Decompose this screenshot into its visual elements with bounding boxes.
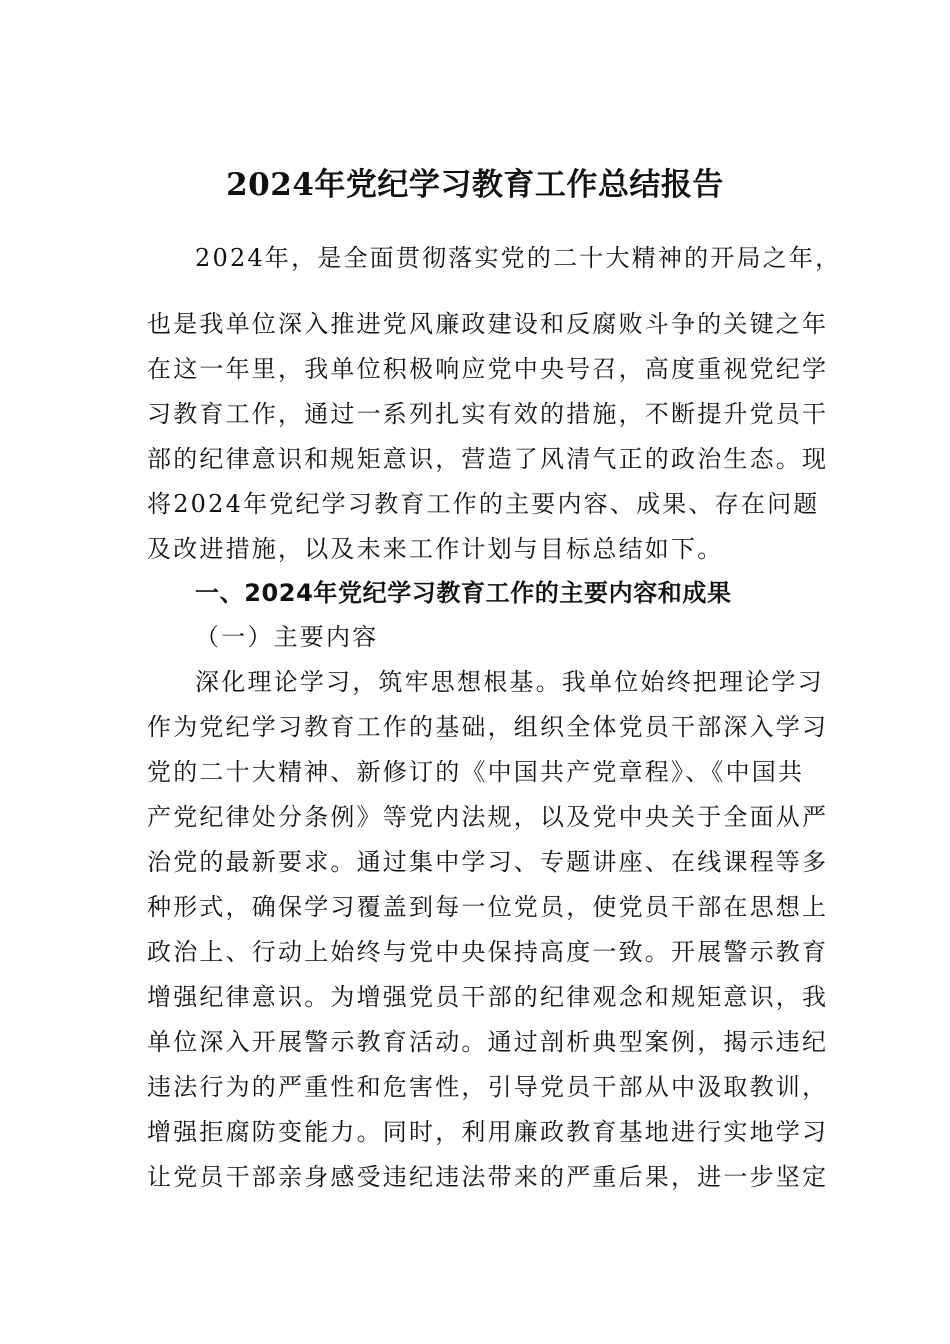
paragraph-line: 习教育工作，通过一系列扎实有效的措施，不断提升党员干 [147,400,829,428]
paragraph-line: 违法行为的严重性和危害性，引导党员干部从中汲取教训， [147,1073,829,1101]
paragraph-line: 将2024年党纪学习教育工作的主要内容、成果、存在问题 [147,490,820,518]
paragraph-line: 产党纪律处分条例》等党内法规，以及党中央关于全面从严 [147,803,829,831]
paragraph-line: 种形式，确保学习覆盖到每一位党员，使党员干部在思想上 [147,893,829,921]
paragraph-line: 增强纪律意识。为增强党员干部的纪律观念和规矩意识，我 [147,983,829,1011]
paragraph-line: 及改进措施，以及未来工作计划与目标总结如下。 [147,535,724,563]
paragraph-line: 党的二十大精神、新修订的《中国共产党章程》、《中国共 [147,758,805,786]
paragraph-line: 部的纪律意识和规矩意识，营造了风清气正的政治生态。现 [147,445,829,473]
paragraph-line: 增强拒腐防变能力。同时，利用廉政教育基地进行实地学习 [147,1118,829,1146]
paragraph-line: 也是我单位深入推进党风廉政建设和反腐败斗争的关键之年 [147,310,829,338]
paragraph-line: 2024年，是全面贯彻落实党的二十大精神的开局之年， [195,244,842,272]
paragraph-line: 作为党纪学习教育工作的基础，组织全体党员干部深入学习 [147,713,829,741]
paragraph-line: 治党的最新要求。通过集中学习、专题讲座、在线课程等多 [147,848,829,876]
paragraph-line: 在这一年里，我单位积极响应党中央号召，高度重视党纪学 [147,355,829,383]
paragraph-line: 政治上、行动上始终与党中央保持高度一致。开展警示教育 [147,938,829,966]
document-title: 2024年党纪学习教育工作总结报告 [226,167,724,203]
paragraph-line: 单位深入开展警示教育活动。通过剖析典型案例，揭示违纪 [147,1028,829,1056]
paragraph-line: 让党员干部亲身感受违纪违法带来的严重后果，进一步坚定 [147,1163,829,1191]
section-heading: 一、2024年党纪学习教育工作的主要内容和成果 [195,579,732,607]
paragraph-line: 深化理论学习，筑牢思想根基。我单位始终把理论学习 [195,668,824,696]
subsection-heading: （一）主要内容 [195,623,379,651]
